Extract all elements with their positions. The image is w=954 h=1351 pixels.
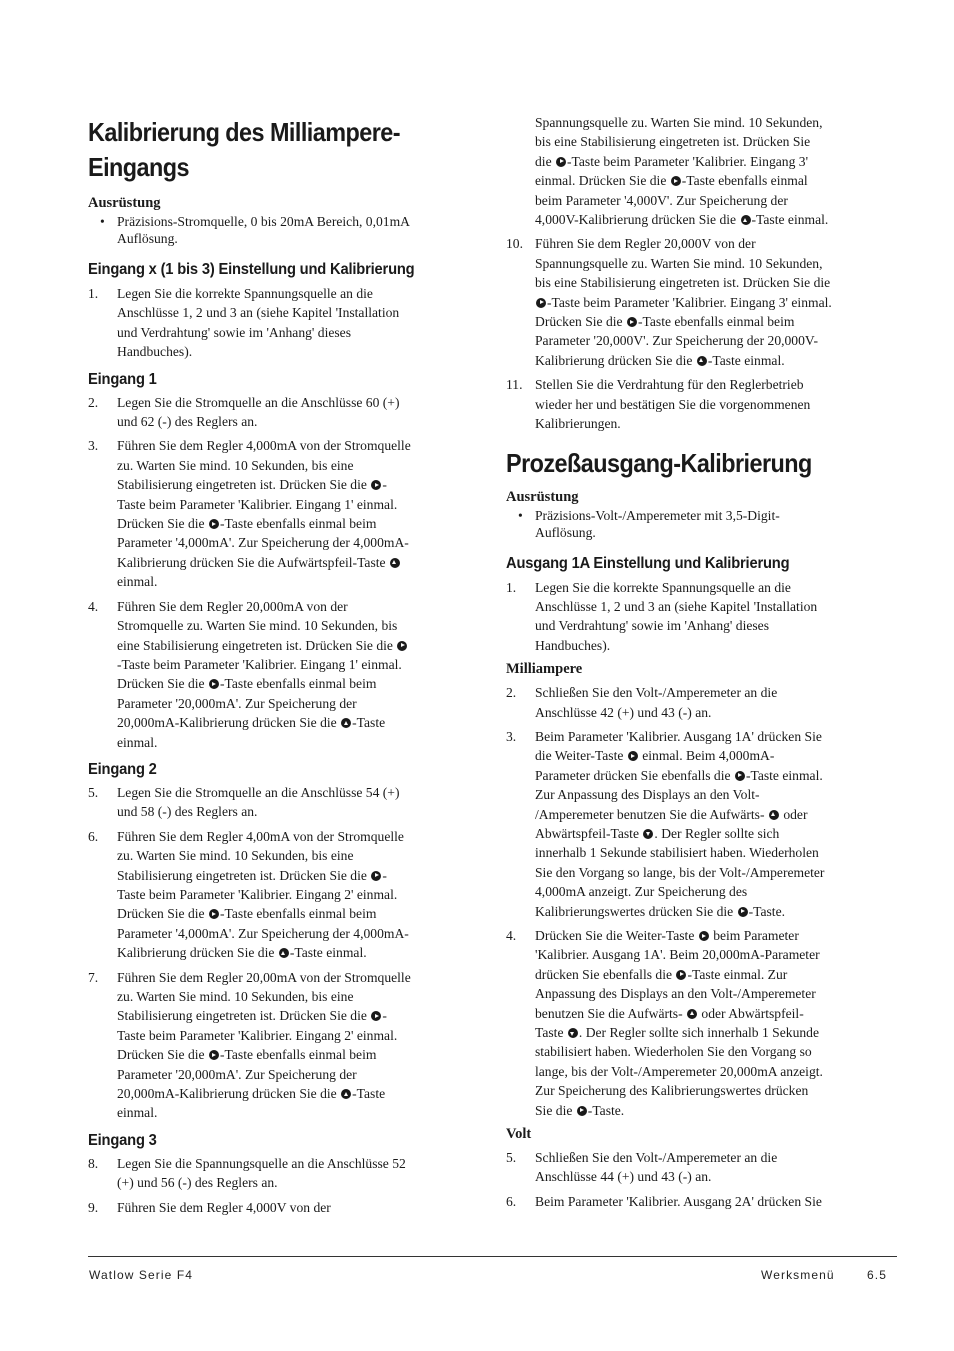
step-line: 20,000mA-Kalibrierung drücken Sie die -Taste bbox=[117, 715, 386, 731]
step-item bbox=[88, 393, 480, 432]
step-line: Parameter '4,000mA'. Zur Speicherung der 4,000mA- bbox=[117, 925, 409, 941]
step-line: Spannungsquelle zu. Warten Sie mind. 10 Sekunden, bbox=[535, 255, 823, 271]
up-arrow-key-icon bbox=[390, 558, 400, 568]
up-arrow-key-icon bbox=[697, 356, 707, 366]
step-number: 4. bbox=[506, 928, 517, 943]
right-arrow-key-icon bbox=[738, 907, 748, 917]
step-item bbox=[88, 968, 480, 1123]
step-item bbox=[506, 1148, 898, 1187]
footer-divider bbox=[88, 1256, 897, 1257]
step-line: Beim Parameter 'Kalibrier. Ausgang 1A' drücken Sie bbox=[535, 728, 822, 744]
step-item bbox=[88, 1154, 480, 1193]
step-item bbox=[88, 597, 480, 752]
step-line: innerhalb 1 Sekunde stabilisiert haben. Wiederholen bbox=[535, 845, 819, 861]
step-line: die -Taste beim Parameter 'Kalibrier. Eingang 3' bbox=[535, 153, 809, 169]
step-line: Kalibrierung drücken Sie die -Taste einmal. bbox=[535, 352, 785, 368]
right-arrow-key-icon bbox=[371, 871, 381, 881]
step-line: Führen Sie dem Regler 20,000mA von der bbox=[117, 598, 348, 614]
up-arrow-key-icon bbox=[687, 1009, 697, 1019]
right-arrow-key-icon bbox=[577, 1106, 587, 1116]
right-arrow-key-icon bbox=[735, 771, 745, 781]
up-arrow-key-icon bbox=[769, 810, 779, 820]
step-line: Führen Sie dem Regler 4,00mA von der Stromquelle bbox=[117, 828, 404, 844]
step-line: Drücken Sie die -Taste ebenfalls einmal beim bbox=[117, 516, 377, 532]
step-line: Abwärtspfeil-Taste . Der Regler sollte sich bbox=[535, 825, 780, 841]
step-number: 3. bbox=[506, 728, 517, 744]
step-line: Handbuches). bbox=[535, 637, 611, 653]
step-number: 1. bbox=[506, 579, 517, 595]
step-line: Drücken Sie die -Taste ebenfalls einmal beim bbox=[117, 906, 377, 922]
step-line: Parameter '4,000mA'. Zur Speicherung der 4,000mA- bbox=[117, 535, 409, 551]
step-line: wieder her und bestätigen Sie die vorgenommenen bbox=[535, 396, 811, 412]
step-line: und Verdrahtung' sowie im 'Anhang' dieses bbox=[535, 618, 770, 634]
section-title-2: Prozeßausgang-Kalibrierung bbox=[506, 447, 812, 478]
step-line: stabilisiert haben. Wiederholen Sie den Vorgang so bbox=[535, 1044, 812, 1060]
step-line: Parameter drücken Sie ebenfalls die -Taste einmal. bbox=[535, 767, 823, 783]
step-line: Kalibrierungen. bbox=[535, 416, 621, 432]
step-line: Schließen Sie den Volt-/Amperemeter an die bbox=[535, 685, 778, 701]
step-line: Anschlüsse 42 (+) und 43 (-) an. bbox=[535, 704, 712, 720]
step-line: Drücken Sie die -Taste ebenfalls einmal beim bbox=[535, 314, 795, 330]
right-arrow-key-icon bbox=[676, 970, 686, 980]
step-line: Legen Sie die Stromquelle an die Anschlüsse 54 (+) bbox=[117, 784, 400, 800]
right-arrow-key-icon bbox=[209, 909, 219, 919]
step-line: Drücken Sie die -Taste ebenfalls einmal beim bbox=[117, 676, 377, 692]
bullet-dot: • bbox=[100, 214, 105, 229]
step-number: 6. bbox=[88, 828, 99, 844]
step-number: 8. bbox=[88, 1155, 99, 1171]
step-number: 9. bbox=[88, 1199, 99, 1215]
step-number: 5. bbox=[88, 784, 99, 800]
milliampere-heading: Milliampere bbox=[506, 661, 583, 678]
step-line: beim Parameter '4,000V'. Zur Speicherung der bbox=[535, 192, 788, 208]
step-item bbox=[88, 284, 480, 362]
right-arrow-key-icon bbox=[209, 679, 219, 689]
footer-left: Watlow Serie F4 bbox=[89, 1268, 194, 1282]
step-line: Anschlüsse 1, 2 und 3 an (siehe Kapitel 'Installation bbox=[535, 598, 818, 614]
step-item bbox=[88, 436, 480, 591]
up-arrow-key-icon bbox=[741, 215, 751, 225]
down-arrow-key-icon bbox=[643, 829, 653, 839]
right-arrow-key-icon bbox=[627, 317, 637, 327]
step-line: 4,000V-Kalibrierung drücken Sie die -Taste einmal. bbox=[535, 212, 829, 228]
step-item bbox=[506, 234, 898, 370]
step-line: Anschlüsse 1, 2 und 3 an (siehe Kapitel 'Installation bbox=[117, 305, 400, 321]
step-line: Stabilisierung eingetreten ist. Drücken Sie die - bbox=[117, 477, 387, 493]
step-line: und 58 (-) des Reglers an. bbox=[117, 804, 258, 820]
page-number: 6.5 bbox=[867, 1268, 887, 1282]
step-line: einmal. bbox=[117, 734, 158, 750]
right-arrow-key-icon bbox=[556, 157, 566, 167]
equipment-bullet bbox=[506, 507, 898, 541]
right-column bbox=[506, 113, 898, 1211]
step-line: -Taste beim Parameter 'Kalibrier. Eingang 1' einmal. bbox=[117, 656, 402, 672]
eingang-3-heading: Eingang 3 bbox=[88, 1131, 157, 1149]
up-arrow-key-icon bbox=[341, 1089, 351, 1099]
step-line: Stabilisierung eingetreten ist. Drücken Sie die - bbox=[117, 1008, 387, 1024]
step-line: Parameter '20,000V'. Zur Speicherung der 20,000V- bbox=[535, 333, 818, 349]
subheading: Ausgang 1A Einstellung und Kalibrierung bbox=[506, 554, 790, 572]
step-line: Schließen Sie den Volt-/Amperemeter an die bbox=[535, 1150, 778, 1166]
step-item bbox=[88, 783, 480, 822]
up-arrow-key-icon bbox=[279, 948, 289, 958]
step-line: zu. Warten Sie mind. 10 Sekunden, bis eine bbox=[117, 989, 354, 1004]
volt-heading: Volt bbox=[506, 1126, 532, 1143]
step-line: Beim Parameter 'Kalibrier. Ausgang 2A' drücken Sie bbox=[535, 1193, 822, 1209]
step-line: einmal. bbox=[117, 574, 158, 590]
step-line: Stabilisierung eingetreten ist. Drücken Sie die - bbox=[117, 867, 387, 883]
step-line: 'Kalibrier. Ausgang 1A'. Beim 20,000mA-Parameter bbox=[535, 947, 820, 963]
step-line: und 62 (-) des Reglers an. bbox=[117, 414, 258, 430]
step-continuation bbox=[506, 113, 898, 229]
step-line: Kalibrierung drücken Sie die Aufwärtspfeil-Taste bbox=[117, 553, 480, 572]
step-line: bis eine Stabilisierung eingetreten ist. Drücken Sie bbox=[535, 134, 811, 150]
step-line: Stellen Sie die Verdrahtung für den Reglerbetrieb bbox=[535, 377, 804, 393]
step-line: und Verdrahtung' sowie im 'Anhang' dieses bbox=[117, 324, 352, 340]
step-line: Sie den Vorgang so lange, bis der Volt-/Amperemeter bbox=[535, 864, 825, 880]
step-line: eine Stabilisierung eingetreten ist. Drücken Sie die bbox=[117, 636, 480, 655]
right-arrow-key-icon bbox=[371, 480, 381, 490]
step-line: Taste beim Parameter 'Kalibrier. Eingang 2' einmal. bbox=[117, 1027, 398, 1043]
step-line: einmal. Drücken Sie die -Taste ebenfalls einmal bbox=[535, 173, 808, 189]
step-line: zu. Warten Sie mind. 10 Sekunden, bis eine bbox=[117, 848, 354, 864]
step-item bbox=[506, 1192, 898, 1211]
up-arrow-key-icon bbox=[341, 718, 351, 728]
right-arrow-key-icon bbox=[209, 519, 219, 529]
equipment-bullet bbox=[88, 213, 480, 247]
step-line: Legen Sie die korrekte Spannungsquelle an die bbox=[117, 286, 373, 301]
right-arrow-key-icon bbox=[699, 931, 709, 941]
step-line: 4,000mA anzeigt. Zur Speicherung des bbox=[535, 884, 748, 900]
equipment-heading: Ausrüstung bbox=[88, 195, 161, 211]
right-arrow-key-icon bbox=[536, 298, 546, 308]
title-line-1: Kalibrierung des Milliampere- bbox=[88, 117, 401, 147]
step-line: Taste beim Parameter 'Kalibrier. Eingang 2' einmal. bbox=[117, 886, 398, 902]
eingang-2-heading: Eingang 2 bbox=[88, 760, 157, 778]
step-line: zu. Warten Sie mind. 10 Sekunden, bis eine bbox=[117, 457, 354, 473]
step-line: Führen Sie dem Regler 4,000mA von der Stromquelle bbox=[117, 438, 411, 454]
step-line: drücken Sie ebenfalls die -Taste einmal. Zur bbox=[535, 966, 788, 982]
step-number: 4. bbox=[88, 598, 99, 614]
step-line: Legen Sie die korrekte Spannungsquelle an die bbox=[535, 579, 791, 595]
step-line: Zur Speicherung des Kalibrierungswertes drücken bbox=[535, 1083, 809, 1099]
step-line: lange, bis der Volt-/Amperemeter 20,000mA anzeigt. bbox=[535, 1063, 823, 1079]
step-line: Handbuches). bbox=[117, 344, 193, 360]
step-item bbox=[88, 827, 480, 963]
step-line: einmal. bbox=[117, 1105, 158, 1121]
step-line: Führen Sie dem Regler 20,000V von der bbox=[535, 236, 756, 252]
step-item bbox=[506, 926, 898, 1120]
left-column bbox=[88, 110, 480, 1217]
bullet-dot: • bbox=[518, 507, 523, 523]
step-line: Parameter '20,000mA'. Zur Speicherung der bbox=[117, 695, 357, 711]
step-line: Sie die -Taste. bbox=[535, 1102, 625, 1118]
step-line: /Amperemeter benutzen Sie die Aufwärts- oder bbox=[535, 806, 808, 822]
right-arrow-key-icon bbox=[371, 1011, 381, 1021]
bullet-line: Präzisions-Volt-/Amperemeter mit 3,5-Digit- bbox=[535, 507, 780, 523]
step-item bbox=[88, 1198, 480, 1217]
right-arrow-key-icon bbox=[628, 751, 638, 761]
bullet-line: Präzisions-Stromquelle, 0 bis 20mA Bereich, 0,01mA bbox=[117, 214, 410, 229]
step-line: die Weiter-Taste einmal. Beim 4,000mA- bbox=[535, 748, 775, 764]
equipment-heading: Ausrüstung bbox=[506, 488, 579, 505]
step-line: Drücken Sie die -Taste ebenfalls einmal beim bbox=[117, 1047, 377, 1063]
right-arrow-key-icon bbox=[671, 176, 681, 186]
step-line: Parameter '20,000mA'. Zur Speicherung der bbox=[117, 1066, 357, 1082]
bullet-line: Auflösung. bbox=[117, 231, 178, 246]
step-number: 11. bbox=[506, 377, 523, 393]
step-item bbox=[506, 375, 898, 433]
step-line: Legen Sie die Stromquelle an die Anschlüsse 60 (+) bbox=[117, 394, 400, 410]
subheading: Eingang x (1 bis 3) Einstellung und Kalibrierung bbox=[88, 261, 415, 278]
section-title bbox=[88, 115, 441, 185]
step-line: Zur Anpassung des Displays an den Volt- bbox=[535, 787, 760, 803]
step-number: 3. bbox=[88, 438, 99, 454]
step-line: Legen Sie die Spannungsquelle an die Anschlüsse 52 bbox=[117, 1155, 406, 1171]
step-number: 10. bbox=[506, 236, 523, 252]
step-line: Stromquelle zu. Warten Sie mind. 10 Sekunden, bis bbox=[117, 618, 398, 634]
step-line: Spannungsquelle zu. Warten Sie mind. 10 Sekunden, bbox=[535, 115, 823, 130]
step-number: 6. bbox=[506, 1193, 517, 1209]
bullet-line: Auflösung. bbox=[535, 524, 596, 540]
eingang-1-heading: Eingang 1 bbox=[88, 370, 157, 388]
step-line: Führen Sie dem Regler 20,00mA von der Stromquelle bbox=[117, 969, 411, 985]
step-number: 2. bbox=[506, 685, 517, 701]
right-arrow-key-icon bbox=[397, 641, 407, 651]
step-line: Drücken Sie die Weiter-Taste beim Parameter bbox=[535, 928, 799, 943]
step-line: Führen Sie dem Regler 4,000V von der bbox=[117, 1199, 331, 1215]
step-line: Taste . Der Regler sollte sich innerhalb 1 Sekunde bbox=[535, 1025, 820, 1041]
step-line: Anschlüsse 44 (+) und 43 (-) an. bbox=[535, 1169, 712, 1185]
step-item bbox=[506, 727, 898, 921]
title-line-2: Eingangs bbox=[88, 152, 189, 182]
step-line: -Taste beim Parameter 'Kalibrier. Eingang 3' einmal. bbox=[535, 293, 898, 312]
step-number: 5. bbox=[506, 1150, 517, 1166]
step-item bbox=[506, 578, 898, 656]
step-number: 2. bbox=[88, 394, 99, 410]
step-number: 7. bbox=[88, 969, 99, 985]
down-arrow-key-icon bbox=[568, 1028, 578, 1038]
step-number: 1. bbox=[88, 286, 99, 301]
step-line: Taste beim Parameter 'Kalibrier. Eingang 1' einmal. bbox=[117, 496, 398, 512]
step-line: benutzen Sie die Aufwärts- oder Abwärtspfeil- bbox=[535, 1005, 804, 1021]
step-line: bis eine Stabilisierung eingetreten ist. Drücken Sie die bbox=[535, 275, 831, 291]
footer-section: Werksmenü bbox=[761, 1268, 835, 1282]
step-line: Anpassung des Displays an den Volt-/Amperemeter bbox=[535, 986, 816, 1002]
step-item bbox=[506, 683, 898, 722]
step-line: Kalibrierungswertes drücken Sie die -Taste. bbox=[535, 903, 786, 919]
step-line: (+) und 56 (-) des Reglers an. bbox=[117, 1175, 278, 1191]
right-arrow-key-icon bbox=[209, 1050, 219, 1060]
step-line: 20,000mA-Kalibrierung drücken Sie die -Taste bbox=[117, 1086, 386, 1102]
step-line: Kalibrierung drücken Sie die -Taste einmal. bbox=[117, 945, 367, 961]
